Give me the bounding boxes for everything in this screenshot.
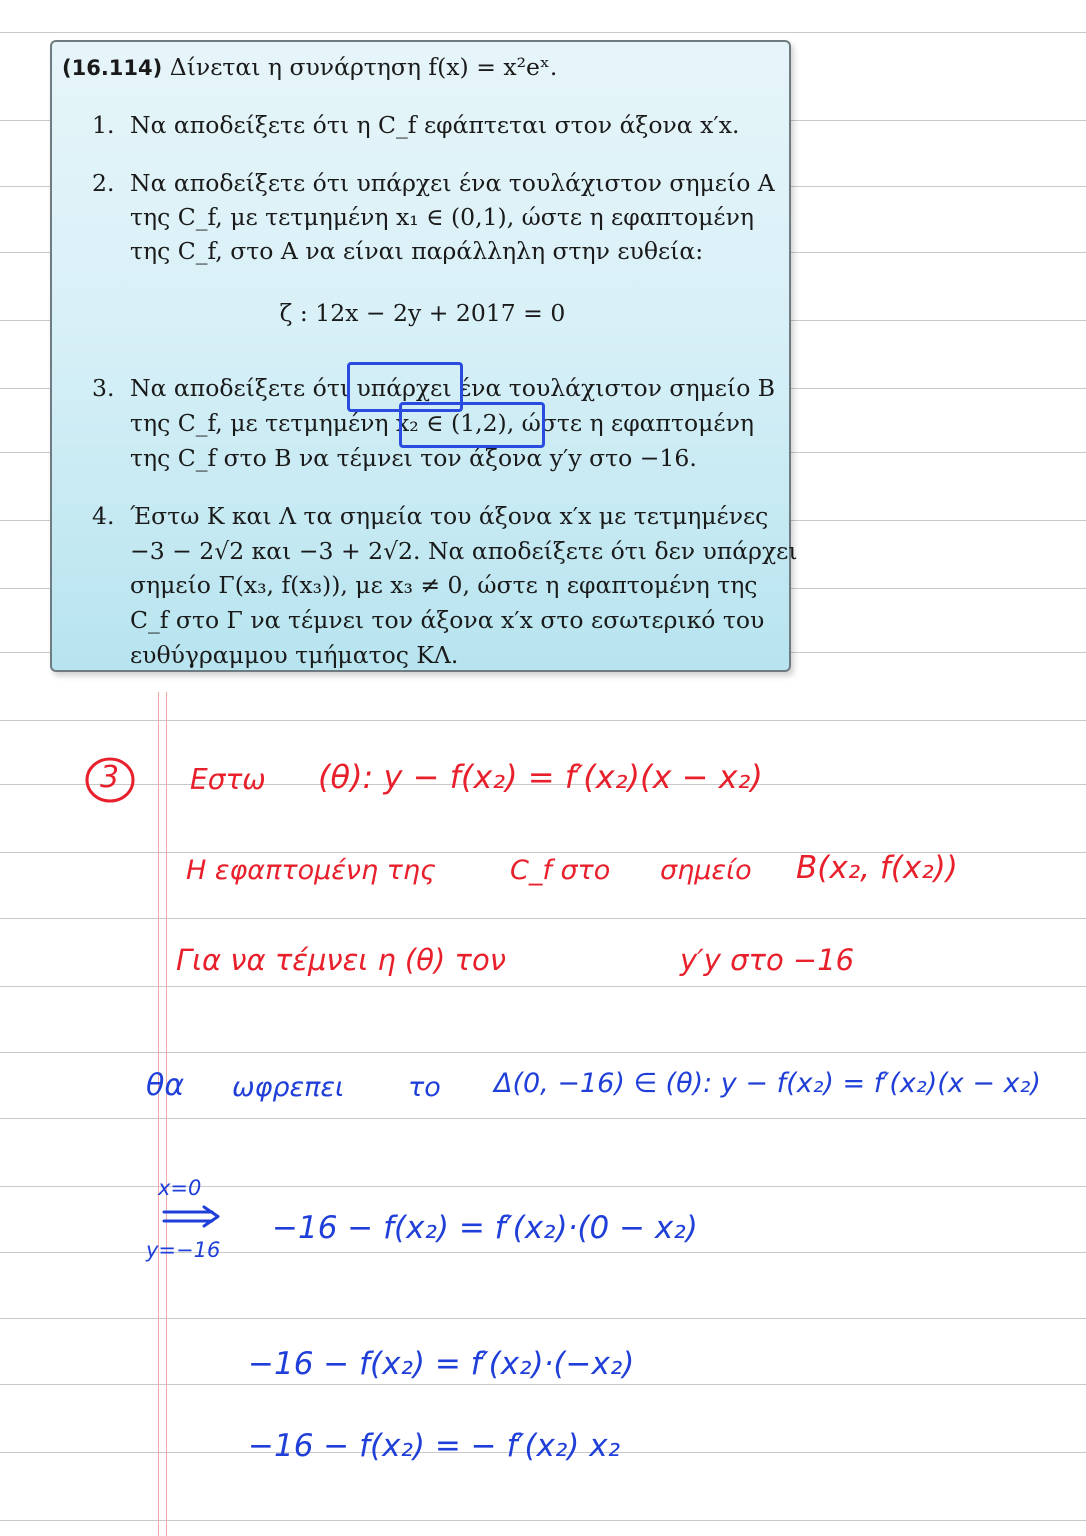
item-2-line-3: της C_f, στο A να είναι παράλληλη στην ευθεία: <box>130 237 704 265</box>
notebook-rule <box>0 986 1086 987</box>
hw-blue-word-prepei: ωφρεπει <box>232 1072 345 1103</box>
problem-statement-box <box>50 40 798 672</box>
item-4-line-4: C_f στο Γ να τέμνει τον άξονα x′x στο εσωτερικό του <box>130 606 765 634</box>
notebook-rule <box>0 1384 1086 1385</box>
hw-red-point-B: B(x₂, f(x₂)) <box>796 850 958 886</box>
notebook-rule <box>0 720 1086 721</box>
item-3-line-3: της C_f στο B να τέμνει τον άξονα y′y στο −16. <box>130 444 697 472</box>
hw-red-tangent-equation: (θ): y − f(x₂) = f′(x₂)(x − x₂) <box>318 758 763 796</box>
margin-line-right <box>166 692 167 1536</box>
hw-blue-word-tha: θα <box>146 1068 185 1103</box>
hw-blue-step-2: −16 − f(x₂) = f′(x₂)·(−x₂) <box>248 1346 635 1382</box>
item-2-line-2: της C_f, με τετμημένη x₁ ∈ (0,1), ώστε η εφαπτομένη <box>130 203 754 231</box>
item-2-line-1: Να αποδείξετε ότι υπάρχει ένα τουλάχιστον σημείο A <box>130 169 775 197</box>
problem-header <box>62 52 557 83</box>
item-number-3: 3. <box>92 374 115 402</box>
implies-arrow-icon <box>162 1204 224 1230</box>
hw-blue-point-condition: Δ(0, −16) ∈ (θ): y − f(x₂) = f′(x₂)(x − x₂) <box>494 1068 1041 1099</box>
item-3-line-2: της C_f, με τετμημένη x₂ ∈ (1,2), ώστε η εφαπτομένη <box>130 409 754 437</box>
notebook-rule <box>0 1520 1086 1521</box>
hw-blue-step-3: −16 − f(x₂) = − f′(x₂) x₂ <box>248 1428 621 1464</box>
hw-blue-word-to: το <box>408 1072 441 1103</box>
hw-red-line2-b: C_f στο <box>510 855 611 886</box>
notebook-rule <box>0 1318 1086 1319</box>
hw-red-line3-b: y′y στο −16 <box>680 943 855 977</box>
notebook-rule <box>0 32 1086 33</box>
item-number-1: 1. <box>92 111 115 139</box>
problem-number: (16.114) <box>62 56 163 80</box>
item-4-line-3: σημείο Γ(x₃, f(x₃)), με x₃ ≠ 0, ώστε η εφαπτομένη της <box>130 571 758 599</box>
item-number-4: 4. <box>92 502 115 530</box>
item-number-2: 2. <box>92 169 115 197</box>
hw-red-line3: Για να τέμνει η (θ) τον <box>176 943 506 977</box>
hw-blue-step-1: −16 − f(x₂) = f′(x₂)·(0 − x₂) <box>272 1210 698 1246</box>
hw-red-line2-c: σημείο <box>660 855 752 886</box>
item-4-line-1: Έστω K και Λ τα σημεία του άξονα x′x με τετμημένες <box>130 502 769 530</box>
notebook-rule <box>0 918 1086 919</box>
item-4-line-5: ευθύγραμμου τμήματος KΛ. <box>130 641 459 669</box>
highlight-box-interval <box>399 402 545 448</box>
circled-number-3: 3 <box>100 760 120 795</box>
item-2-equation: ζ : 12x − 2y + 2017 = 0 <box>279 299 566 327</box>
item-4-line-2: −3 − 2√2 και −3 + 2√2. Να αποδείξετε ότι δεν υπάρχει <box>130 537 798 565</box>
hw-blue-cond-x: x=0 <box>158 1176 202 1200</box>
hw-red-line2-a: Η εφαπτομένη της <box>186 855 436 886</box>
problem-header-text: Δίνεται η συνάρτηση f(x) = x²eˣ. <box>169 53 558 81</box>
hw-blue-cond-y: y=−16 <box>146 1238 221 1262</box>
margin-line-left <box>158 692 159 1536</box>
notebook-rule <box>0 1118 1086 1119</box>
item-1-line-1: Να αποδείξετε ότι η C_f εφάπτεται στον άξονα x′x. <box>130 111 740 139</box>
hw-red-word-estw: Εστω <box>190 763 266 796</box>
item-3-line-1: Να αποδείξετε ότι υπάρχει ένα τουλάχιστον σημείο B <box>130 374 776 402</box>
notebook-rule <box>0 1052 1086 1053</box>
